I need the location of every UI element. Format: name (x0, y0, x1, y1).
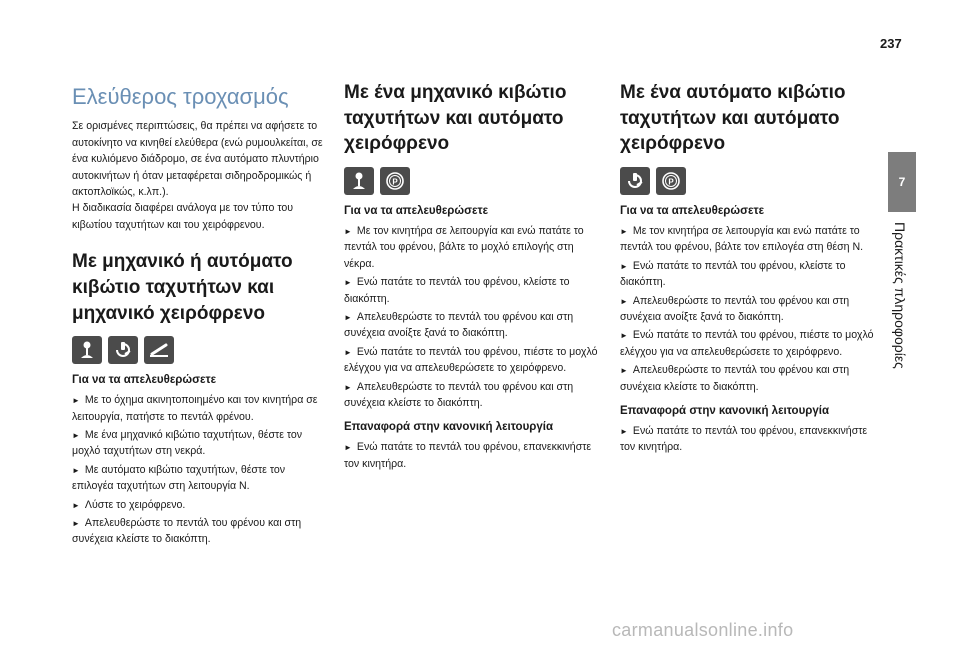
step-item: ► Με αυτόματο κιβώτιο ταχυτήτων, θέστε τον επιλογέα ταχυτήτων στη λειτουργία N. (72, 463, 286, 493)
electric-parking-brake-icon (380, 167, 410, 195)
step-item: ► Ενώ πατάτε το πεντάλ του φρένου, κλείστε το διακόπτη. (620, 259, 846, 289)
electric-parking-brake-icon (656, 167, 686, 195)
watermark: carmanualsonline.info (612, 620, 794, 640)
page-number: 237 (880, 36, 902, 51)
step-item: ► Ενώ πατάτε το πεντάλ του φρένου, επανεκκινήστε τον κινητήρα. (344, 441, 592, 470)
section-title: Ελεύθερος τροχασμός (72, 84, 289, 109)
step-item: ► Λύστε το χειρόφρενο. (72, 498, 186, 511)
step-item: ► Απελευθερώστε το πεντάλ του φρένου και στη συνέχεια ανοίξτε ξανά το διακόπτη. (344, 310, 574, 340)
section-title: Με ένα αυτόματο κιβώτιο ταχυτήτων και αυτόματο χειρόφρενο (620, 82, 846, 155)
column-manual-auto-brake (344, 80, 598, 474)
step-item: ► Με τον κινητήρα σε λειτουργία και ενώ πατάτε το πεντάλ του φρένου, βάλτε τον επιλογέα στη θέση N. (620, 224, 864, 254)
automatic-gearbox-icon (620, 167, 650, 195)
release-heading: Για να τα απελευθερώσετε (72, 374, 217, 387)
step-item: ► Ενώ πατάτε το πεντάλ του φρένου, επανεκκινήστε τον κινητήρα. (620, 424, 868, 454)
release-heading: Για να τα απελευθερώσετε (620, 204, 765, 217)
intro-paragraph-2: Η διαδικασία διαφέρει ανάλογα με τον τύπο του κιβωτίου ταχυτήτων και του χειρόφρενου. (72, 202, 294, 231)
step-item: ► Ενώ πατάτε το πεντάλ του φρένου, κλείστε το διακόπτη. (344, 276, 570, 305)
restore-heading: Επαναφορά στην κανονική λειτουργία (344, 421, 554, 434)
chapter-number-badge: 7 (888, 152, 916, 212)
step-item: ► Απελευθερώστε το πεντάλ του φρένου και στη συνέχεια ανοίξτε ξανά το διακόπτη. (620, 294, 850, 323)
step-item: ► Ενώ πατάτε το πεντάλ του φρένου, πιέστε το μοχλό ελέγχου για να απελευθερώσετε το χειρόφρενο. (344, 345, 598, 375)
icon-row (620, 167, 874, 195)
column-automatic-auto-brake (620, 80, 874, 458)
chapter-label: Πρακτικές πληροφορίες (892, 222, 908, 369)
section-title: Με ένα μηχανικό κιβώτιο ταχυτήτων και αυτόματο χειρόφρενο (344, 82, 567, 155)
release-heading: Για να τα απελευθερώσετε (344, 204, 489, 217)
gear-lever-icon (72, 336, 102, 364)
automatic-gearbox-icon (108, 336, 138, 364)
step-item: ► Με το όχημα ακινητοποιημένο και τον κινητήρα σε λειτουργία, πατήστε το πεντάλ φρένου. (72, 394, 318, 423)
step-item: ► Ενώ πατάτε το πεντάλ του φρένου, πιέστε το μοχλό ελέγχου για να απελευθερώσετε το χειρόφρενο. (620, 329, 874, 358)
step-item: ► Με τον κινητήρα σε λειτουργία και ενώ πατάτε το πεντάλ του φρένου, βάλτε το μοχλό επιλογής στη νέκρα. (344, 224, 584, 270)
step-item: ► Απελευθερώστε το πεντάλ του φρένου και στη συνέχεια κλείστε το διακόπτη. (344, 380, 574, 409)
gear-lever-icon (344, 167, 374, 195)
step-item: ► Απελευθερώστε το πεντάλ του φρένου και στη συνέχεια κλείστε το διακόπτη. (620, 364, 850, 393)
step-item: ► Απελευθερώστε το πεντάλ του φρένου και στη συνέχεια κλείστε το διακόπτη. (72, 517, 302, 546)
subsection-title: Με μηχανικό ή αυτόματο κιβώτιο ταχυτήτων και μηχανικό χειρόφρενο (72, 251, 293, 324)
icon-row (344, 167, 598, 195)
intro-paragraph: Σε ορισμένες περιπτώσεις, θα πρέπει να αφήσετε το αυτοκίνητο να κινηθεί ελεύθερα (ενώ ρυμουλκείται, σε ένα κυλιόμενο διάδρομο, σε ένα αυτόματο πλυντήριο αυτοκινήτων ή όταν μεταφέρεται σιδηροδρομικώς ή ακτοπλοϊκώς, κ.λπ.). (72, 120, 323, 199)
column-free-wheeling (72, 80, 326, 550)
handbrake-lever-icon (144, 336, 174, 364)
step-item: ► Με ένα μηχανικό κιβώτιο ταχυτήτων, θέστε τον μοχλό ταχυτήτων στη νεκρά. (72, 428, 303, 458)
chapter-side-tab (888, 152, 960, 368)
svg-text:P: P (392, 177, 398, 187)
restore-heading: Επαναφορά στην κανονική λειτουργία (620, 404, 830, 417)
svg-text:P: P (668, 177, 674, 187)
icon-row (72, 336, 326, 364)
